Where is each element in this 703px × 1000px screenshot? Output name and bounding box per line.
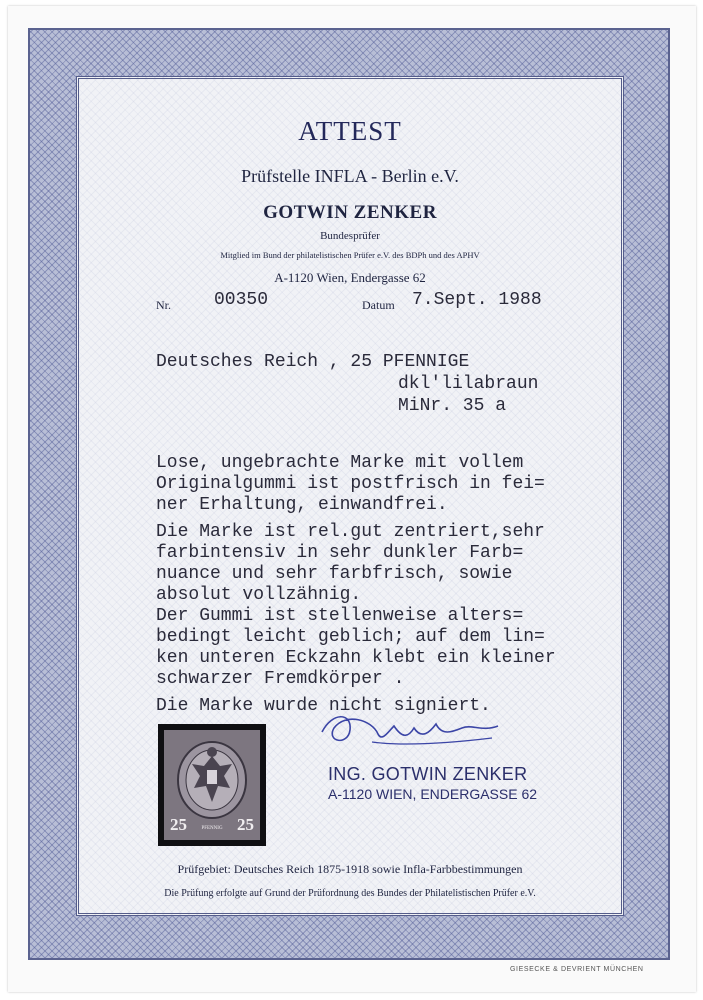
- body-line: absolut vollzähnig.: [156, 585, 362, 605]
- stamp-value-left: 25: [170, 815, 187, 834]
- body-line: Die Marke wurde nicht signiert.: [156, 696, 491, 716]
- body-line: nuance und sehr farbfrisch, sowie: [156, 564, 513, 584]
- body-line: bedingt leicht geblich; auf dem lin=: [156, 627, 545, 647]
- body-line: ken unteren Eckzahn klebt ein kleiner: [156, 648, 556, 668]
- stamp-catalogue-number: MiNr. 35 a: [398, 396, 507, 416]
- expertise-scope: Prüfgebiet: Deutsches Reich 1875-1918 sowie Infla-Farbbestimmungen: [177, 862, 523, 876]
- body-line: schwarzer Fremdkörper .: [156, 669, 405, 689]
- stamp-design: [164, 730, 260, 840]
- body-line: Der Gummi ist stellenweise alters=: [156, 606, 524, 626]
- body-line: farbintensiv in sehr dunkler Farb=: [156, 543, 524, 563]
- printer-mark: GIESECKE & DEVRIENT MÜNCHEN: [510, 966, 644, 973]
- body-line: Die Marke ist rel.gut zentriert,sehr: [156, 522, 545, 542]
- certificate-number: 00350: [214, 290, 269, 310]
- stamp-caption: PFENNIG: [201, 826, 223, 831]
- handwritten-signature: [312, 702, 512, 762]
- stamp-photo: [158, 724, 266, 846]
- certificate-date: 7.Sept. 1988: [412, 290, 542, 310]
- stamp-color: dkl'lilabraun: [398, 374, 539, 394]
- signature-stamp-address: A-1120 WIEN, ENDERGASSE 62: [328, 786, 538, 802]
- stamp-issue: Deutsches Reich , 25 PFENNIGE: [156, 352, 470, 372]
- certificate-title: ATTEST: [298, 116, 402, 146]
- stamp-value-right: 25: [237, 815, 254, 834]
- body-line: ner Erhaltung, einwandfrei.: [156, 495, 448, 515]
- expert-name: GOTWIN ZENKER: [263, 202, 437, 223]
- institution-name: Prüfstelle INFLA - Berlin e.V.: [241, 166, 459, 186]
- membership-line: Mitglied im Bund der philatelistischen Prüfer e.V. des BDPh und des APHV: [220, 250, 480, 260]
- body-line: Originalgummi ist postfrisch in fei=: [156, 474, 545, 494]
- expert-address: A-1120 Wien, Endergasse 62: [274, 270, 426, 285]
- expert-role: Bundesprüfer: [320, 230, 380, 242]
- signature-stamp-name: ING. GOTWIN ZENKER: [328, 764, 528, 784]
- date-label: Datum: [362, 298, 395, 312]
- nr-label: Nr.: [156, 298, 171, 312]
- regulation-note: Die Prüfung erfolgte auf Grund der Prüfordnung des Bundes der Philatelistischen Prüfer e.V.: [164, 888, 536, 899]
- body-line: Lose, ungebrachte Marke mit vollem: [156, 453, 524, 473]
